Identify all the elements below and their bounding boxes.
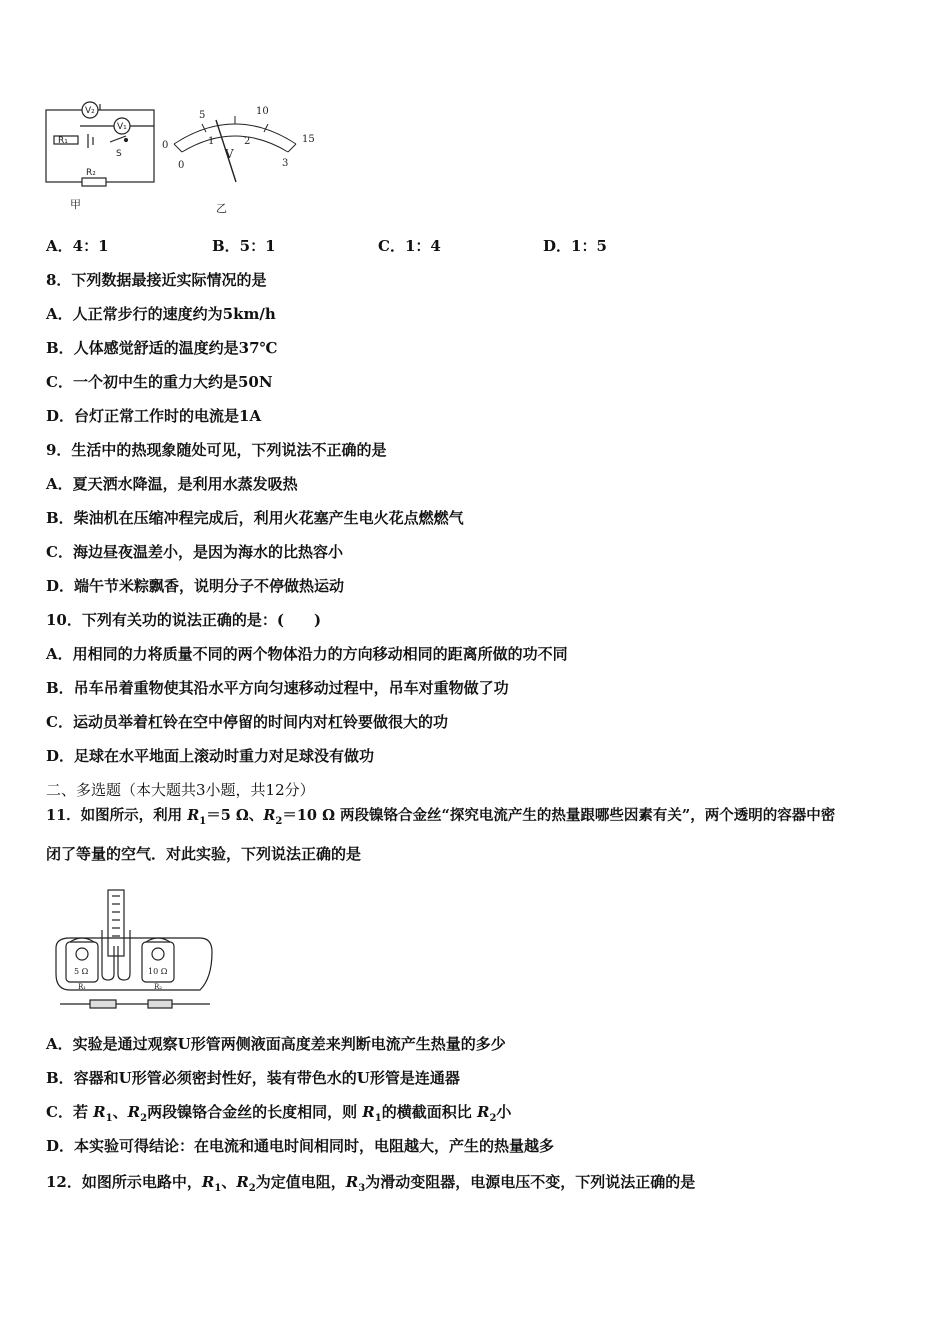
q12-r3-sub: 3 [358,1183,366,1194]
q11-fig-left-resistance: 5 Ω [74,967,89,976]
q12-text-d: 为滑动变阻器，电源电压不变，下列说法正确的是 [365,1173,696,1191]
joule-heating-figure [50,886,220,1022]
q11-r2-symbol: R [263,807,276,824]
q9-option-a[interactable]: A．夏天洒水降温，是利用水蒸发吸热 [46,475,298,493]
meter-unit: V [225,147,234,161]
r1-label: R₁ [58,136,68,146]
meter-inner-tick-1: 1 [208,136,215,147]
q11-c-r1-sub: 1 [105,1113,113,1124]
meter-outer-tick-10: 10 [256,106,269,117]
q11-stem-line-2: 闭了等量的空气．对此实验，下列说法正确的是 [46,845,362,863]
meter-inner-tick-0: 0 [178,160,185,171]
q8-option-c[interactable]: C．一个初中生的重力大约是50N [46,373,273,391]
q11-option-d[interactable]: D．本实验可得结论：在电流和通电时间相同时，电阻越大，产生的热量越多 [46,1137,555,1155]
q12-r3: R [345,1173,359,1191]
fig-jia-label: 甲 [70,198,81,211]
q11-c-r2-b: R [476,1103,490,1121]
q11-r1-sub: 1 [199,815,207,827]
section-2-title: 二、多选题（本大题共3小题，共12分） [46,781,315,799]
q11-c-r1-b: R [362,1103,375,1121]
q10-option-b[interactable]: B．吊车吊着重物使其沿水平方向匀速移动过程中，吊车对重物做了功 [46,679,509,697]
q9-option-b[interactable]: B．柴油机在压缩冲程完成后，利用火花塞产生电火花点燃燃气 [46,509,464,527]
q8-option-a[interactable]: A．人正常步行的速度约为5km/h [46,305,276,323]
q11-r2-value: ＝10 Ω 两段镍铬合金丝“探究电流产生的热量跟哪些因素有关”，两个透明的容器中密 [282,807,836,824]
q11-c-r2: R [127,1103,141,1121]
q12-r1-sub: 1 [214,1183,222,1194]
q10-option-c[interactable]: C．运动员举着杠铃在空中停留的时间内对杠铃要做很大的功 [46,713,448,731]
switch-label: S [116,149,122,159]
q8-stem: 8．下列数据最接近实际情况的是 [46,271,267,289]
q11-c-r2-sub-b: 2 [489,1113,497,1124]
q12-r2-sub: 2 [248,1183,256,1194]
q11-c-text-e: 小 [496,1103,512,1121]
q11-c-r2-sub: 2 [140,1113,148,1124]
q11-c-r1: R [93,1103,106,1121]
circuit-figure-jia [40,96,165,216]
meter-outer-tick-5: 5 [199,110,206,121]
r2-label: R₂ [86,168,96,178]
q11-stem-text-a: 11．如图所示，利用 [46,807,188,824]
q11-option-a[interactable]: A．实验是通过观察U形管两侧液面高度差来判断电流产生热量的多少 [46,1035,506,1053]
q10-option-a[interactable]: A．用相同的力将质量不同的两个物体沿力的方向移动相同的距离所做的功不同 [46,645,568,663]
v1-label: V₁ [117,122,127,132]
fig-yi-label: 乙 [216,202,227,215]
q11-c-text-a: C．若 [46,1103,94,1121]
q7-option-d[interactable]: D．1：5 [543,237,607,255]
meter-inner-tick-2: 2 [244,136,251,147]
q9-option-c[interactable]: C．海边昼夜温差小，是因为海水的比热容小 [46,543,343,561]
resistor-r2-icon [82,178,106,186]
q11-fig-r1: R₁ [78,983,87,991]
q11-option-b[interactable]: B．容器和U形管必须密封性好，装有带色水的U形管是连通器 [46,1069,460,1087]
q7-option-a[interactable]: A．4：1 [46,237,109,255]
q8-option-d[interactable]: D．台灯正常工作时的电流是1A [46,407,262,425]
q12-r1: R [201,1173,215,1191]
q11-option-c[interactable] [46,1102,511,1129]
q8-option-b[interactable]: B．人体感觉舒适的温度约是37℃ [46,339,278,357]
q11-c-text-c: 两段镍铬合金丝的长度相同，则 [147,1103,363,1121]
q11-fig-right-resistance: 10 Ω [148,967,168,976]
q12-text-c: 为定值电阻， [255,1173,346,1191]
q9-option-d[interactable]: D．端午节米粽飘香，说明分子不停做热运动 [46,577,345,595]
q7-option-b[interactable]: B．5：1 [212,237,276,255]
q7-option-c[interactable]: C．1：4 [378,237,441,255]
voltmeter-figure-yi [160,96,320,216]
q10-stem: 10．下列有关功的说法正确的是：( ) [46,611,322,629]
v2-label: V₂ [85,106,95,116]
q11-r2-sub: 2 [275,815,283,827]
q9-stem: 9．生活中的热现象随处可见，下列说法不正确的是 [46,441,387,459]
q11-r1-value: ＝5 Ω、 [206,807,264,824]
q11-r1-symbol: R [187,807,200,824]
meter-outer-tick-0: 0 [162,140,169,151]
q10-option-d[interactable]: D．足球在水平地面上滚动时重力对足球没有做功 [46,747,375,765]
q12-text-a: 12．如图所示电路中， [46,1173,202,1191]
q11-c-r1-sub-b: 1 [374,1113,382,1124]
meter-inner-tick-3: 3 [282,158,289,169]
q12-text-b: 、 [221,1173,237,1191]
q11-stem-line-1 [46,806,835,832]
q12-r2: R [236,1173,249,1191]
q12-stem [46,1172,695,1199]
q11-c-text-b: 、 [112,1103,128,1121]
q11-c-text-d: 的横截面积比 [381,1103,477,1121]
q11-fig-r2: R₂ [154,983,163,991]
meter-outer-tick-15: 15 [302,134,315,145]
